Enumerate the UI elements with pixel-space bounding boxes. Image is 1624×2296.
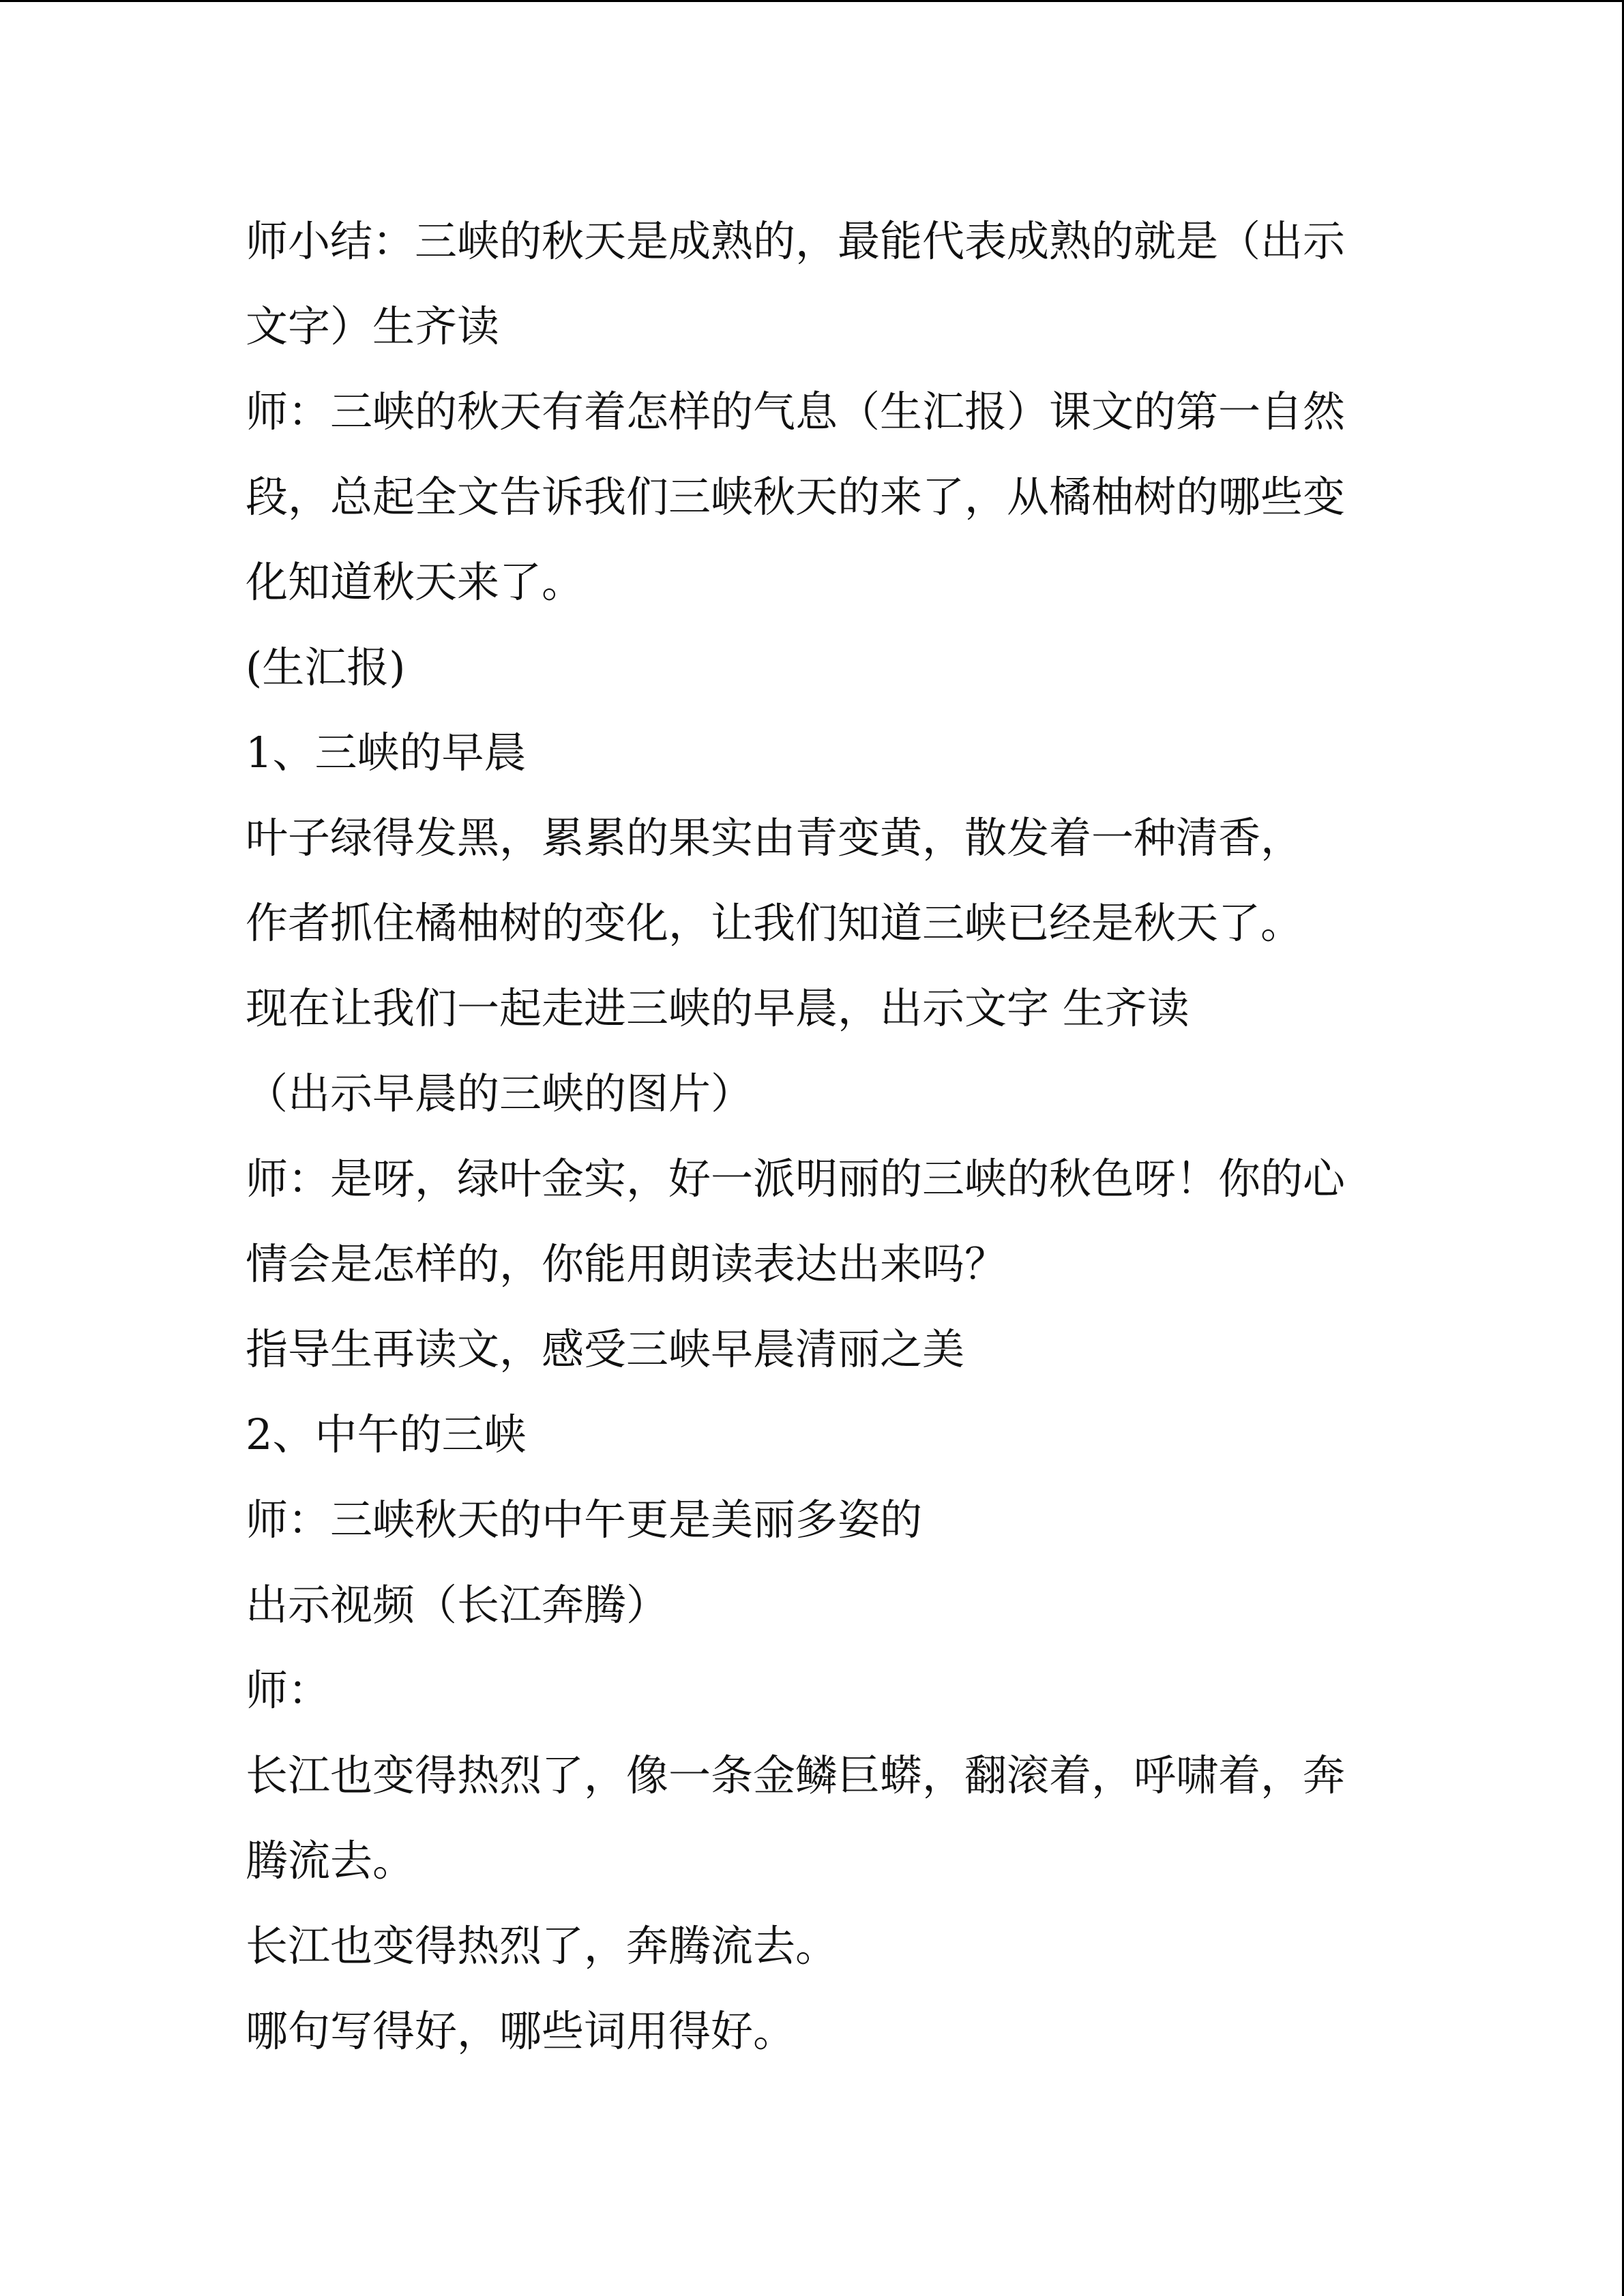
text-line: 师：是呀，绿叶金实，好一派明丽的三峡的秋色呀！你的心 — [246, 1154, 1346, 1204]
text-line: 文字）生齐读 — [246, 301, 500, 351]
text-line: 叶子绿得发黑，累累的果实由青变黄，散发着一种清香， — [246, 813, 1303, 863]
text-line: 作者抓住橘柚树的变化，让我们知道三峡已经是秋天了。 — [246, 898, 1303, 948]
text-line: 出示视频（长江奔腾） — [246, 1580, 669, 1630]
section-heading: 1、三峡的早晨 — [246, 728, 527, 777]
text-line: 现在让我们一起走进三峡的早晨，出示文字 生齐读 — [246, 983, 1190, 1033]
text-line: （出示早晨的三峡的图片） — [246, 1069, 754, 1118]
text-line: 师：三峡秋天的中午更是美丽多姿的 — [246, 1495, 923, 1545]
text-line: 师： — [246, 1665, 331, 1715]
text-line: 长江也变得热烈了，奔腾流去。 — [246, 1921, 838, 1971]
text-line: 长江也变得热烈了，像一条金鳞巨蟒，翻滚着，呼啸着，奔 — [246, 1750, 1346, 1800]
text-line: 指导生再读文，感受三峡早晨清丽之美 — [246, 1324, 965, 1374]
text-line: 情会是怎样的，你能用朗读表达出来吗？ — [246, 1239, 1007, 1289]
text-line: 哪句写得好，哪些词用得好。 — [246, 2006, 796, 2056]
document-body — [246, 207, 1391, 2083]
text-line: 腾流去。 — [246, 1836, 415, 1885]
text-line: 师：三峡的秋天有着怎样的气息（生汇报）课文的第一自然 — [246, 387, 1346, 436]
page-top-border — [0, 0, 1624, 2]
text-line: 段，总起全文告诉我们三峡秋天的来了，从橘柚树的哪些变 — [246, 472, 1346, 522]
section-heading: 2、中午的三峡 — [246, 1410, 527, 1459]
text-line: (生汇报) — [246, 642, 406, 692]
text-line: 化知道秋天来了。 — [246, 557, 585, 607]
text-line: 师小结：三峡的秋天是成熟的，最能代表成熟的就是（出示 — [246, 216, 1346, 266]
